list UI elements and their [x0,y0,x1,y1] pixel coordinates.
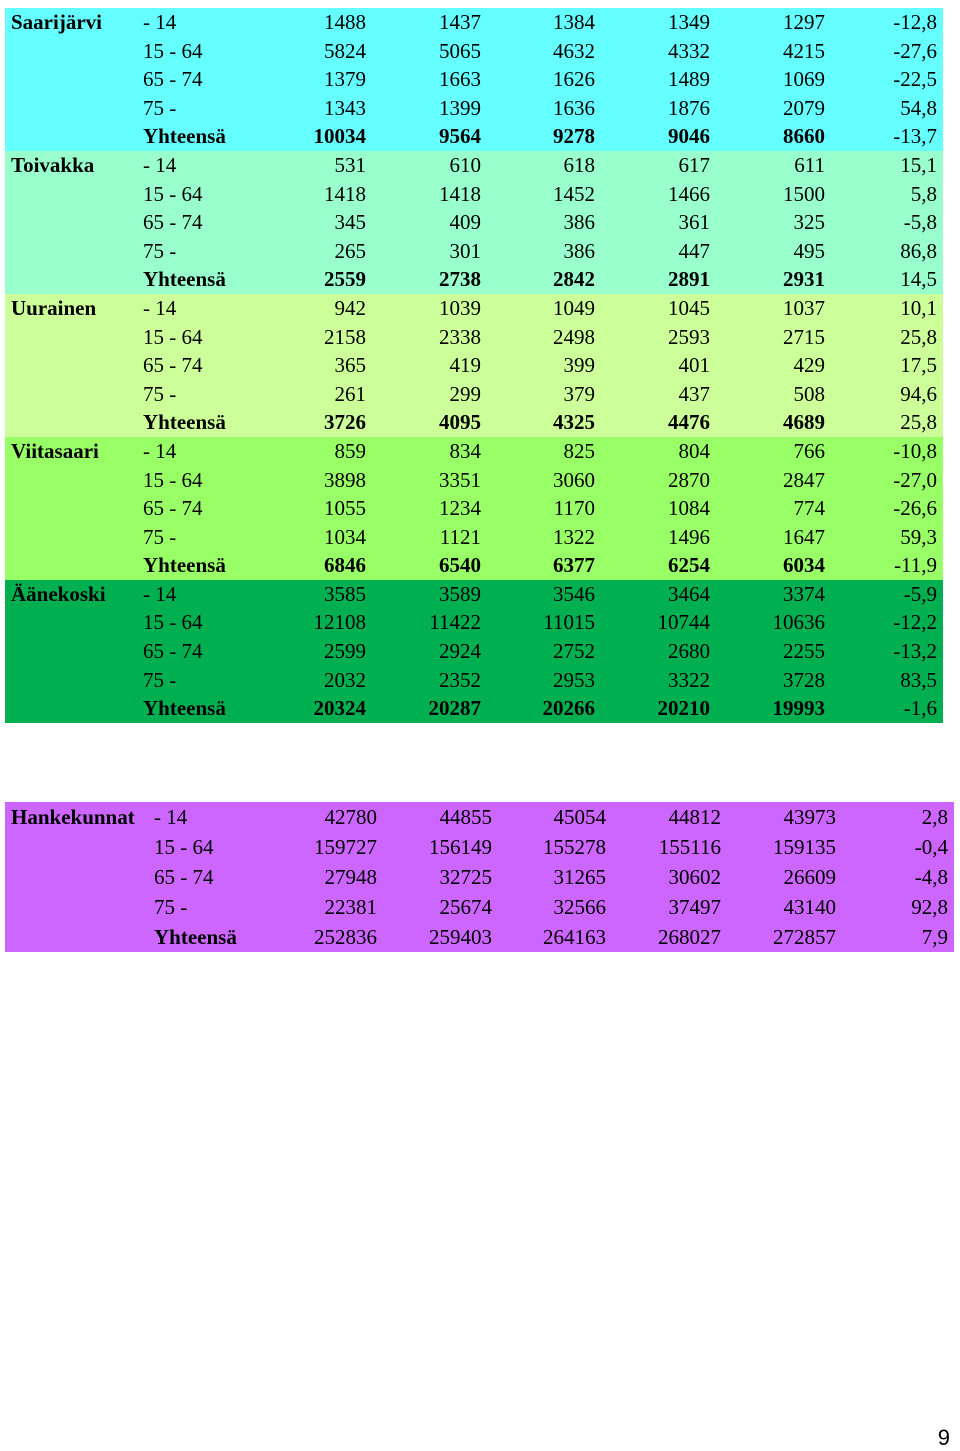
change-percent: 83,5 [900,667,937,692]
year-value: 2599 [324,639,366,664]
year-value: 11422 [429,610,481,635]
change-percent: 7,9 [921,925,948,949]
year-value: 6540 [439,553,481,578]
age-group: - 14 [154,805,188,829]
change-percent: -12,8 [893,10,937,34]
municipality-name [5,94,143,123]
table-row [5,151,943,180]
age-group: 65 - 74 [143,210,203,235]
municipality-name [5,37,143,66]
year-value: 1322 [553,524,595,549]
change-percent: 2,8 [921,805,948,829]
year-value: 20324 [313,696,366,721]
table-row [5,802,954,832]
change-percent: 25,8 [900,324,937,349]
municipality-name [5,608,143,637]
year-value: 42780 [324,805,377,829]
year-value: 4215 [783,38,825,63]
municipality-name: Saarijärvi [11,10,102,34]
year-value: 155116 [658,835,721,859]
year-value: 5065 [439,38,481,63]
age-group: - 14 [143,10,177,34]
year-value: 859 [334,438,366,463]
year-value: 1121 [439,524,481,549]
hankekunnat-table [5,802,954,952]
year-value: 2847 [783,467,825,492]
year-value: 3726 [324,410,366,435]
year-value: 1488 [324,10,366,34]
year-value: 1349 [668,10,710,34]
change-percent: 94,6 [900,381,937,406]
change-percent: -12,2 [893,610,937,635]
year-value: 1500 [783,181,825,206]
municipality-name [5,523,143,552]
year-value: 1037 [783,295,825,320]
year-value: 3898 [324,467,366,492]
year-value: 30602 [668,865,721,889]
age-group: Yhteensä [154,925,237,949]
municipality-name: Viitasaari [11,438,99,463]
year-value: 2338 [439,324,481,349]
year-value: 1489 [668,67,710,92]
year-value: 617 [678,152,710,177]
table-row [5,408,943,437]
year-value: 1496 [668,524,710,549]
year-value: 804 [678,438,710,463]
year-value: 1418 [324,181,366,206]
year-value: 429 [793,353,825,378]
table-row [5,466,943,495]
table-row [5,65,943,94]
municipality-name [5,466,143,495]
age-group: 65 - 74 [143,67,203,92]
year-value: 3464 [668,581,710,606]
municipality-name [5,832,154,862]
change-percent: -22,5 [893,67,937,92]
year-value: 2593 [668,324,710,349]
municipality-name [5,237,143,266]
table-row [5,122,943,151]
table-row [5,237,943,266]
table-row [5,922,954,952]
age-group: 65 - 74 [143,639,203,664]
municipality-name: Hankekunnat [11,805,135,829]
change-percent: -0,4 [914,835,948,859]
year-value: 252836 [314,925,377,949]
year-value: 6846 [324,553,366,578]
change-percent: 54,8 [900,95,937,120]
age-group: 75 - [143,667,177,692]
year-value: 45054 [553,805,606,829]
change-percent: -5,9 [903,581,937,606]
municipality-name [5,323,143,352]
age-group: Yhteensä [143,696,226,721]
age-group: Yhteensä [143,124,226,149]
change-percent: -10,8 [893,438,937,463]
municipality-name [5,922,154,952]
municipality-name [5,892,154,922]
year-value: 325 [793,210,825,235]
year-value: 3585 [324,581,366,606]
year-value: 3060 [553,467,595,492]
change-percent: -11,9 [894,553,937,578]
age-group: - 14 [143,581,177,606]
year-value: 259403 [429,925,492,949]
year-value: 2715 [783,324,825,349]
year-value: 2680 [668,639,710,664]
year-value: 365 [334,353,366,378]
year-value: 159727 [314,835,377,859]
year-value: 508 [793,381,825,406]
year-value: 10034 [313,124,366,149]
year-value: 6377 [553,553,595,578]
year-value: 20287 [428,696,481,721]
table-row [5,208,943,237]
table-row [5,265,943,294]
year-value: 345 [334,210,366,235]
age-group: 75 - [143,95,177,120]
year-value: 825 [563,438,595,463]
year-value: 4476 [668,410,710,435]
year-value: 2738 [439,267,481,292]
year-value: 20210 [657,696,710,721]
year-value: 1647 [783,524,825,549]
year-value: 3322 [668,667,710,692]
year-value: 1039 [439,295,481,320]
age-group: 15 - 64 [143,610,203,635]
year-value: 3728 [783,667,825,692]
municipality-name: Äänekoski [11,581,106,606]
year-value: 26609 [783,865,836,889]
year-value: 774 [793,496,825,521]
year-value: 10636 [772,610,825,635]
municipality-name [5,637,143,666]
year-value: 1069 [783,67,825,92]
year-value: 2559 [324,267,366,292]
table-row [5,380,943,409]
year-value: 399 [563,353,595,378]
table-row [5,294,943,323]
age-group: 75 - [143,524,177,549]
municipality-name [5,208,143,237]
age-group: Yhteensä [143,410,226,435]
change-percent: -27,0 [893,467,937,492]
age-group: 15 - 64 [154,835,214,859]
year-value: 37497 [668,895,721,919]
age-group: 75 - [154,895,188,919]
age-group: 65 - 74 [143,353,203,378]
year-value: 268027 [658,925,721,949]
change-percent: -26,6 [893,496,937,521]
municipality-name [5,65,143,94]
municipality-name: Uurainen [11,295,97,320]
year-value: 1343 [324,95,366,120]
change-percent: 25,8 [900,410,937,435]
municipality-name [5,862,154,892]
table-row [5,608,943,637]
table-row [5,862,954,892]
year-value: 1663 [439,67,481,92]
year-value: 2924 [439,639,481,664]
table-row [5,892,954,922]
year-value: 2870 [668,467,710,492]
year-value: 1049 [553,295,595,320]
table-row [5,37,943,66]
year-value: 156149 [429,835,492,859]
table-row [5,180,943,209]
table-row [5,494,943,523]
year-value: 27948 [324,865,377,889]
change-percent: 92,8 [911,895,948,919]
table-row [5,666,943,695]
municipality-name [5,408,143,437]
year-value: 1297 [783,10,825,34]
year-value: 401 [678,353,710,378]
year-value: 32725 [439,865,492,889]
year-value: 1055 [324,496,366,521]
year-value: 409 [449,210,481,235]
year-value: 11015 [543,610,595,635]
year-value: 6254 [668,553,710,578]
municipality-name: Toivakka [11,152,95,177]
age-group: 15 - 64 [143,324,203,349]
municipality-name [5,494,143,523]
municipality-name [5,551,143,580]
municipality-name [5,122,143,151]
year-value: 2498 [553,324,595,349]
change-percent: -27,6 [893,38,937,63]
year-value: 437 [678,381,710,406]
year-value: 43973 [783,805,836,829]
change-percent: 14,5 [900,267,937,292]
age-group: 75 - [143,381,177,406]
year-value: 1379 [324,67,366,92]
year-value: 261 [334,381,366,406]
year-value: 611 [794,152,825,177]
page-number: 9 [937,1425,950,1450]
year-value: 6034 [783,553,825,578]
age-group: 15 - 64 [143,467,203,492]
age-group: 15 - 64 [143,38,203,63]
year-value: 386 [563,238,595,263]
age-group: Yhteensä [143,553,226,578]
age-group: 75 - [143,238,177,263]
table-row [5,637,943,666]
year-value: 766 [793,438,825,463]
municipality-name [5,351,143,380]
year-value: 2032 [324,667,366,692]
year-value: 9046 [668,124,710,149]
change-percent: 5,8 [910,181,937,206]
year-value: 610 [449,152,481,177]
municipality-name [5,380,143,409]
year-value: 1626 [553,67,595,92]
age-group: Yhteensä [143,267,226,292]
year-value: 4095 [439,410,481,435]
year-value: 22381 [324,895,377,919]
year-value: 10744 [657,610,710,635]
year-value: 265 [334,238,366,263]
change-percent: -4,8 [914,865,948,889]
population-table [5,8,943,723]
table-row [5,694,943,723]
table-row [5,523,943,552]
age-group: - 14 [143,295,177,320]
year-value: 155278 [543,835,606,859]
change-percent: 17,5 [900,353,937,378]
year-value: 159135 [773,835,836,859]
year-value: 1876 [668,95,710,120]
age-group: - 14 [143,152,177,177]
year-value: 1234 [439,496,481,521]
year-value: 9278 [553,124,595,149]
table-row [5,832,954,862]
year-value: 2752 [553,639,595,664]
municipality-name [5,694,143,723]
year-value: 8660 [783,124,825,149]
municipality-name [5,180,143,209]
age-group: 65 - 74 [143,496,203,521]
year-value: 301 [449,238,481,263]
year-value: 2931 [783,267,825,292]
table-row [5,437,943,466]
year-value: 31265 [553,865,606,889]
year-value: 1034 [324,524,366,549]
year-value: 447 [678,238,710,263]
year-value: 1466 [668,181,710,206]
year-value: 379 [563,381,595,406]
year-value: 2079 [783,95,825,120]
change-percent: 59,3 [900,524,937,549]
year-value: 4332 [668,38,710,63]
year-value: 4689 [783,410,825,435]
age-group: 65 - 74 [154,865,214,889]
year-value: 3546 [553,581,595,606]
change-percent: -13,7 [893,124,937,149]
change-percent: 86,8 [900,238,937,263]
year-value: 2842 [553,267,595,292]
year-value: 5824 [324,38,366,63]
year-value: 2255 [783,639,825,664]
year-value: 4325 [553,410,595,435]
year-value: 1384 [553,10,595,34]
table-row [5,8,943,37]
year-value: 299 [449,381,481,406]
table-row [5,580,943,609]
year-value: 44812 [668,805,721,829]
change-percent: -13,2 [893,639,937,664]
change-percent: 10,1 [900,295,937,320]
table-row [5,94,943,123]
year-value: 2953 [553,667,595,692]
year-value: 495 [793,238,825,263]
year-value: 32566 [553,895,606,919]
year-value: 12108 [313,610,366,635]
year-value: 4632 [553,38,595,63]
year-value: 3589 [439,581,481,606]
year-value: 618 [563,152,595,177]
municipality-name [5,265,143,294]
change-percent: -1,6 [903,696,937,721]
year-value: 3374 [783,581,825,606]
year-value: 43140 [783,895,836,919]
year-value: 25674 [439,895,492,919]
year-value: 834 [449,438,481,463]
year-value: 942 [334,295,366,320]
age-group: - 14 [143,438,177,463]
year-value: 264163 [543,925,606,949]
year-value: 2158 [324,324,366,349]
year-value: 19993 [772,696,825,721]
year-value: 272857 [773,925,836,949]
age-group: 15 - 64 [143,181,203,206]
year-value: 2352 [439,667,481,692]
year-value: 9564 [439,124,481,149]
change-percent: -5,8 [903,210,937,235]
year-value: 1418 [439,181,481,206]
table-row [5,551,943,580]
year-value: 1399 [439,95,481,120]
year-value: 1170 [553,496,595,521]
change-percent: 15,1 [900,152,937,177]
year-value: 1636 [553,95,595,120]
year-value: 386 [563,210,595,235]
year-value: 1045 [668,295,710,320]
year-value: 419 [449,353,481,378]
year-value: 3351 [439,467,481,492]
year-value: 20266 [542,696,595,721]
year-value: 361 [678,210,710,235]
year-value: 1437 [439,10,481,34]
year-value: 1452 [553,181,595,206]
year-value: 2891 [668,267,710,292]
year-value: 531 [334,152,366,177]
table-row [5,323,943,352]
year-value: 1084 [668,496,710,521]
year-value: 44855 [439,805,492,829]
table-row [5,351,943,380]
municipality-name [5,666,143,695]
